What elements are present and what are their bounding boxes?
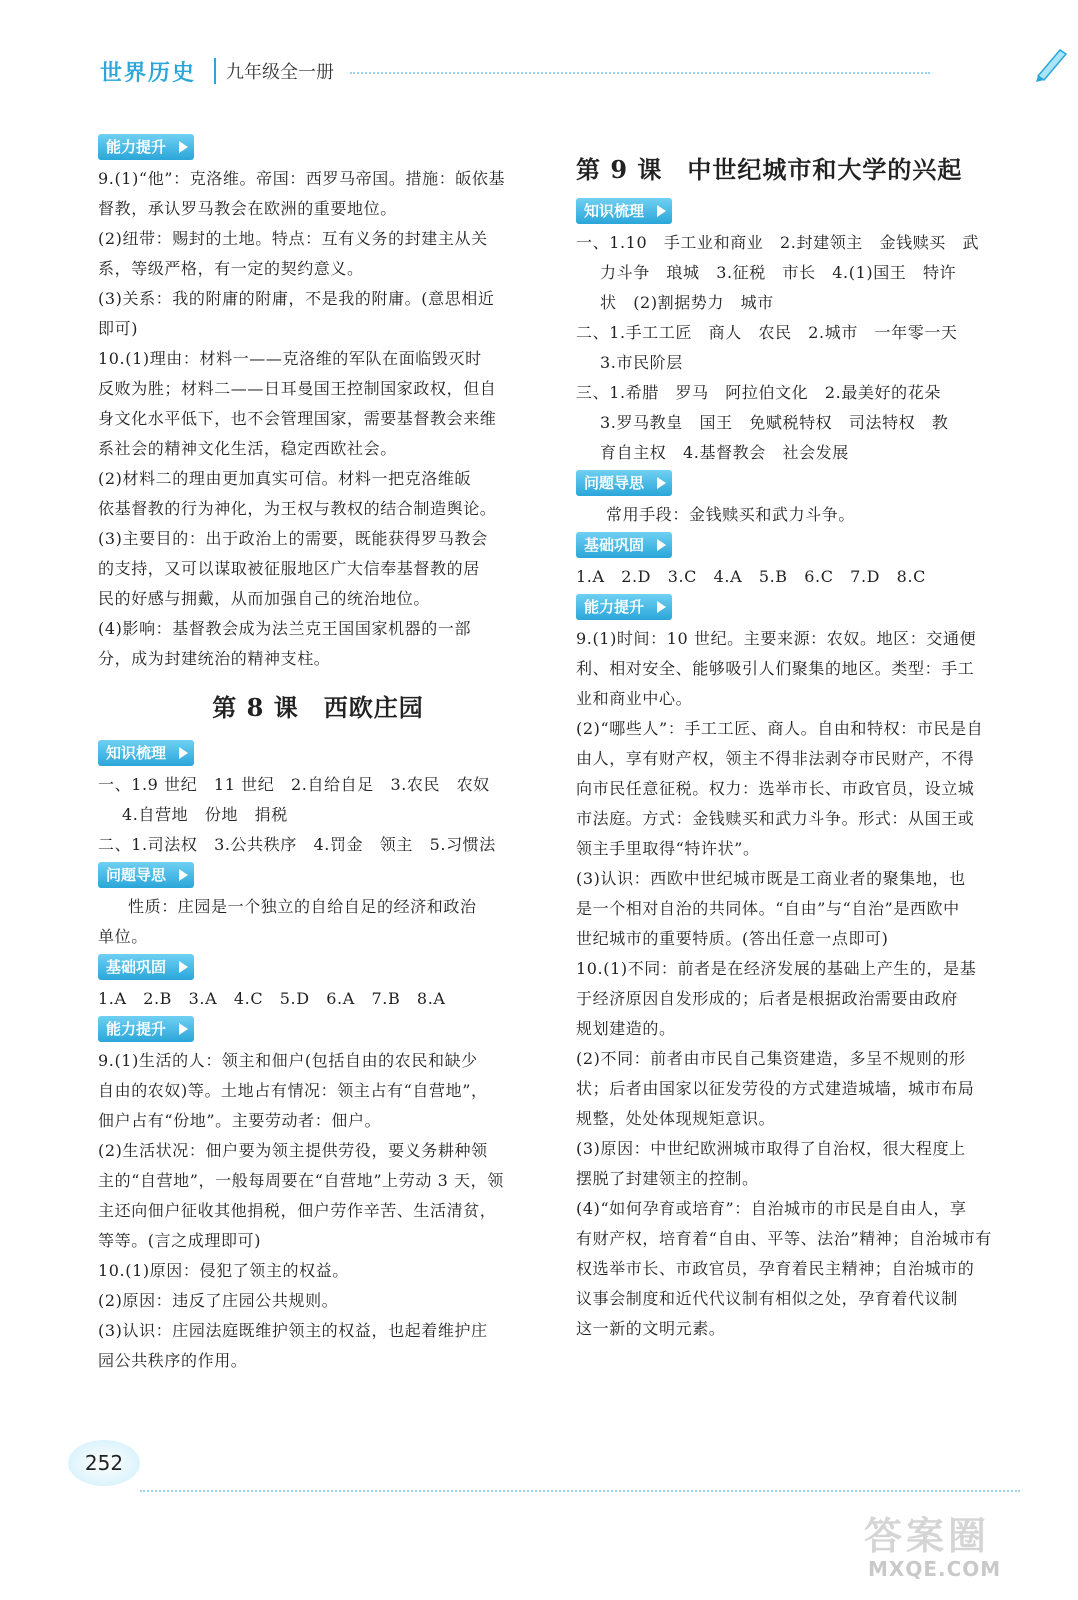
badge-label: 知识梳理 (584, 202, 645, 220)
watermark-domain: MXQE.COM (868, 1557, 1002, 1581)
multiple-choice-answers: 1.A 2.D 3.C 4.A 5.B 6.C 7.D 8.C (576, 567, 926, 586)
answer-line: 规划建造的。 (576, 1019, 676, 1038)
subject-title: 世界历史 (100, 61, 197, 86)
answer-line: 等等。(言之成理即可) (98, 1231, 262, 1250)
section-badge-zhishi (576, 198, 672, 224)
watermark (834, 1505, 1034, 1595)
answer-line: (3)认识：西欧中世纪城市既是工商业者的聚集地，也 (576, 869, 966, 888)
badge-label: 能力提升 (106, 138, 167, 156)
answer-line: 二、1.手工工匠 商人 农民 2.城市 一年零一天 (576, 323, 958, 342)
answer-line: 督教，承认罗马教会在欧洲的重要地位。 (98, 199, 397, 218)
section-badge-zhishi (98, 740, 194, 766)
answer-line: 依基督教的行为神化，为王权与教权的结合制造舆论。 (98, 499, 497, 518)
answer-line: 状；后者由国家以征发劳役的方式建造城墙，城市布局 (576, 1079, 975, 1098)
section-badge-jichu (98, 954, 194, 980)
page-header (100, 56, 1060, 96)
answer-line: (2)生活状况：佃户要为领主提供劳役，要义务耕种领 (98, 1141, 488, 1160)
answer-line: 佃户占有“份地”。主要劳动者：佃户。 (98, 1111, 382, 1130)
answer-line: (4)影响：基督教会成为法兰克王国国家机器的一部 (98, 619, 472, 638)
section-badge-nengli (98, 1016, 194, 1042)
section-badge-wenti (576, 470, 672, 496)
answer-line: 3.罗马教皇 国王 免赋税特权 司法特权 教 (600, 413, 949, 432)
answer-line: 3.市民阶层 (600, 353, 683, 372)
answer-line: 反败为胜；材料二——日耳曼国王控制国家政权，但自 (98, 379, 497, 398)
answer-line: 由人，享有财产权，领主不得非法剥夺市民财产，不得 (576, 749, 975, 768)
badge-label: 能力提升 (584, 598, 645, 616)
answer-line: 于经济原因自发形成的；后者是根据政治需要由政府 (576, 989, 958, 1008)
play-arrow-icon (179, 961, 188, 973)
answer-line: 这一新的文明元素。 (576, 1319, 726, 1338)
section-badge-nengli (576, 594, 672, 620)
answer-line: 向市民任意征税。权力：选举市长、市政官员，设立城 (576, 779, 975, 798)
answer-line: 身文化水平低下，也不会管理国家，需要基督教会来维 (98, 409, 497, 428)
answer-line: (4)“如何孕育或培育”：自治城市的市民是自由人，享 (576, 1199, 967, 1218)
lesson-8-title: 第 8 课 西欧庄园 (212, 693, 424, 722)
play-arrow-icon (657, 601, 666, 613)
answer-line: 9.(1)时间：10 世纪。主要来源：农奴。地区：交通便 (576, 629, 977, 648)
answer-block (98, 164, 538, 674)
answer-line: 4.自营地 份地 捐税 (122, 805, 288, 824)
answer-line: 10.(1)不同：前者是在经济发展的基础上产生的，是基 (576, 959, 977, 978)
answer-line: 系社会的精神文化生活，稳定西欧社会。 (98, 439, 397, 458)
badge-label: 基础巩固 (106, 958, 167, 976)
answer-line: 即可) (98, 319, 139, 338)
answer-line: 10.(1)理由：材料一——克洛维的军队在面临毁灭时 (98, 349, 482, 368)
answer-line: 自由的农奴)等。土地占有情况：领主占有“自营地”， (98, 1081, 488, 1100)
answer-line: 9.(1)生活的人：领主和佃户(包括自由的农民和缺少 (98, 1051, 478, 1070)
answer-line: 一、1.9 世纪 11 世纪 2.自给自足 3.农民 农奴 (98, 775, 490, 794)
footer-divider (140, 1490, 1020, 1492)
answer-line: 主的“自营地”，一般每周要在“自营地”上劳动 3 天，领 (98, 1171, 504, 1190)
multiple-choice-answers: 1.A 2.B 3.A 4.C 5.D 6.A 7.B 8.A (98, 989, 446, 1008)
answer-line: 常用手段：金钱赎买和武力斗争。 (606, 505, 856, 524)
play-arrow-icon (179, 747, 188, 759)
play-arrow-icon (657, 205, 666, 217)
grade-label: 九年级全一册 (214, 58, 334, 84)
answer-line: 民的好感与拥戴，从而加强自己的统治地位。 (98, 589, 431, 608)
answer-line: 系，等级严格，有一定的契约意义。 (98, 259, 364, 278)
section-badge-nengli (98, 134, 194, 160)
lesson-9-title: 第 9 课 中世纪城市和大学的兴起 (576, 155, 963, 184)
answer-line: 业和商业中心。 (576, 689, 693, 708)
answer-line: 规整，处处体现规矩意识。 (576, 1109, 776, 1128)
answer-line: (2)原因：违反了庄园公共规则。 (98, 1291, 339, 1310)
answer-line: 力斗争 琅城 3.征税 市长 4.(1)国王 特许 (600, 263, 957, 282)
answer-line: 市法庭。方式：金钱赎买和武力斗争。形式：从国王或 (576, 809, 975, 828)
answer-line: 的支持，又可以谋取被征服地区广大信奉基督教的居 (98, 559, 480, 578)
answer-line: (2)材料二的理由更加真实可信。材料一把克洛维皈 (98, 469, 472, 488)
answer-line: 三、1.希腊 罗马 阿拉伯文化 2.最美好的花朵 (576, 383, 941, 402)
answer-line: (2)“哪些人”：手工工匠、商人。自由和特权：市民是自 (576, 719, 984, 738)
badge-label: 基础巩固 (584, 536, 645, 554)
answer-line: (3)关系：我的附庸的附庸，不是我的附庸。(意思相近 (98, 289, 495, 308)
left-column (98, 132, 538, 1376)
badge-label: 问题导思 (584, 474, 645, 492)
watermark-logo-text: 答案圈 (864, 1514, 991, 1558)
badge-label: 问题导思 (106, 866, 167, 884)
answer-line: 9.(1)“他”：克洛维。帝国：西罗马帝国。措施：皈依基 (98, 169, 506, 188)
answer-line: 10.(1)原因：侵犯了领主的权益。 (98, 1261, 349, 1280)
play-arrow-icon (179, 869, 188, 881)
answer-line: 议事会制度和近代代议制有相似之处，孕育着代议制 (576, 1289, 958, 1308)
answer-line: 育自主权 4.基督教会 社会发展 (600, 443, 849, 462)
answer-line: 权选举市长、市政官员，孕育着民主精神；自治城市的 (576, 1259, 975, 1278)
play-arrow-icon (657, 477, 666, 489)
answer-line: 性质：庄园是一个独立的自给自足的经济和政治 (128, 897, 477, 916)
answer-line: 单位。 (98, 927, 148, 946)
answer-line: 主还向佃户征收其他捐税，佃户劳作辛苦、生活清贫， (98, 1201, 497, 1220)
badge-label: 能力提升 (106, 1020, 167, 1038)
page-number: 252 (68, 1440, 140, 1486)
answer-line: (2)纽带：赐封的土地。特点：互有义务的封建主从关 (98, 229, 488, 248)
answer-line: 利、相对安全、能够吸引人们聚集的地区。类型：手工 (576, 659, 975, 678)
answer-line: (2)不同：前者由市民自己集资建造，多呈不规则的形 (576, 1049, 966, 1068)
play-arrow-icon (179, 141, 188, 153)
answer-line: (3)认识：庄园法庭既维护领主的权益，也起着维护庄 (98, 1321, 488, 1340)
answer-line: 二、1.司法权 3.公共秩序 4.罚金 领主 5.习惯法 (98, 835, 496, 854)
answer-line: 世纪城市的重要特质。(答出任意一点即可) (576, 929, 889, 948)
play-arrow-icon (179, 1023, 188, 1035)
answer-line: (3)主要目的：出于政治上的需要，既能获得罗马教会 (98, 529, 488, 548)
answer-line: (3)原因：中世纪欧洲城市取得了自治权，很大程度上 (576, 1139, 966, 1158)
pen-icon (1030, 42, 1070, 82)
answer-line: 状 (2)割据势力 城市 (600, 293, 774, 312)
header-divider (350, 72, 930, 74)
section-badge-jichu (576, 532, 672, 558)
answer-line: 分，成为封建统治的精神支柱。 (98, 649, 331, 668)
answer-line: 摆脱了封建领主的控制。 (576, 1169, 759, 1188)
answer-line: 园公共秩序的作用。 (98, 1351, 248, 1370)
badge-label: 知识梳理 (106, 744, 167, 762)
answer-line: 领主手里取得“特许状”。 (576, 839, 760, 858)
right-column (576, 132, 1012, 1344)
section-badge-wenti (98, 862, 194, 888)
answer-line: 是一个相对自治的共同体。“自由”与“自治”是西欧中 (576, 899, 960, 918)
play-arrow-icon (657, 539, 666, 551)
answer-line: 有财产权，培育着“自由、平等、法治”精神；自治城市有 (576, 1229, 992, 1248)
answer-line: 一、1.10 手工业和商业 2.封建领主 金钱赎买 武 (576, 233, 980, 252)
